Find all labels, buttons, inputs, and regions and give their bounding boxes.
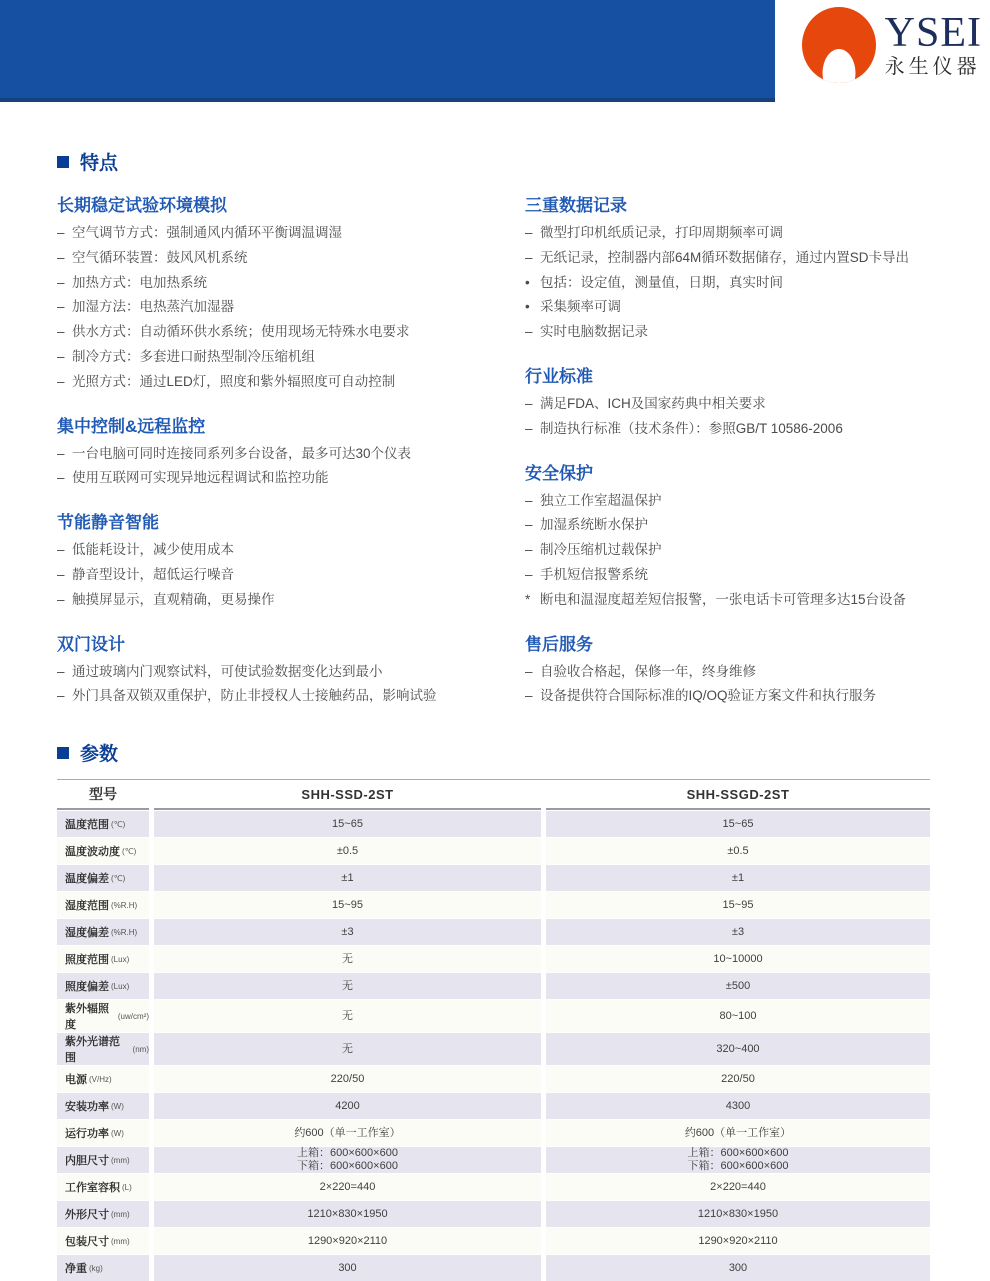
spec-row	[57, 1201, 930, 1227]
spec-label: 湿度偏差	[65, 927, 109, 940]
section-bullet-icon	[57, 156, 69, 168]
item-text: 一台电脑可同时连接同系列多台设备，最多可达30个仪表	[72, 445, 412, 461]
feature-item	[57, 442, 512, 467]
spec-row-label-cell	[57, 1120, 149, 1146]
spec-value-2: ±0.5	[546, 838, 930, 864]
feature-group-title: 售后服务	[525, 634, 593, 654]
item-text: 采集频率可调	[540, 299, 621, 315]
spec-value-2: 80~100	[546, 1000, 930, 1032]
spec-unit: (℃)	[111, 873, 126, 883]
feature-item	[525, 684, 930, 709]
item-text: 制冷方式：多套进口耐热型制冷压缩机组	[72, 348, 315, 364]
item-text: 使用互联网可实现异地远程调试和监控功能	[72, 470, 329, 486]
feature-item	[525, 392, 930, 417]
params-section	[57, 739, 930, 1281]
spec-row	[57, 865, 930, 891]
spec-value-1: 4200	[154, 1093, 541, 1119]
spec-value-2: 1290×920×2110	[546, 1228, 930, 1254]
spec-value-1: ±3	[154, 919, 541, 945]
brand-name-cn: 永生仪器	[884, 56, 981, 78]
item-marker: –	[525, 492, 533, 508]
item-text: 微型打印机纸质记录，打印周期频率可调	[540, 225, 783, 240]
spec-label: 紫外辐照度	[65, 1003, 109, 1032]
spec-row	[57, 1000, 930, 1032]
spec-unit: (mm)	[111, 1155, 130, 1165]
spec-value-2: ±500	[546, 973, 930, 999]
feature-item	[525, 513, 930, 538]
spec-value-2: 300	[546, 1255, 930, 1281]
params-section-title	[57, 739, 930, 766]
item-marker: –	[57, 688, 65, 704]
item-marker: –	[57, 348, 65, 364]
spec-label: 温度范围	[65, 819, 109, 832]
feature-item	[525, 221, 930, 246]
spec-value-1: 220/50	[154, 1066, 541, 1092]
item-marker: –	[57, 274, 65, 290]
spec-row-label-cell	[57, 1147, 149, 1173]
spec-label: 运行功率	[65, 1128, 109, 1141]
spec-value-1: 无	[154, 1033, 541, 1065]
feature-item	[57, 660, 512, 685]
feature-group	[57, 191, 512, 395]
spec-row-label-cell	[57, 1228, 149, 1254]
item-text: 静音型设计，超低运行噪音	[72, 566, 234, 582]
spec-value-2: 2×220=440	[546, 1174, 930, 1200]
item-text: 空气循环装置：鼓风风机系统	[72, 249, 248, 265]
feature-group-title: 节能静音智能	[57, 513, 159, 533]
spec-unit: (kg)	[89, 1263, 103, 1273]
feature-item	[57, 221, 512, 246]
item-text: 设备提供符合国际标准的IQ/OQ验证方案文件和执行服务	[540, 688, 877, 704]
spec-row	[57, 1033, 930, 1065]
feature-item	[57, 320, 512, 345]
spec-unit: (Lux)	[111, 981, 130, 991]
item-marker: –	[57, 663, 65, 679]
item-text: 实时电脑数据记录	[540, 324, 648, 340]
item-marker: –	[525, 688, 533, 704]
feature-group	[525, 362, 930, 442]
spec-label: 湿度范围	[65, 900, 109, 913]
item-text: 触摸屏显示，直观精确，更易操作	[72, 591, 275, 607]
feature-group	[525, 191, 930, 345]
spec-value-2: 4300	[546, 1093, 930, 1119]
feature-group-title: 长期稳定试验环境模拟	[57, 196, 227, 215]
spec-value-2: 1210×830×1950	[546, 1201, 930, 1227]
item-marker: –	[525, 324, 533, 340]
spec-label: 包装尺寸	[65, 1236, 109, 1249]
params-title-text: 参数	[80, 744, 119, 766]
spec-unit: (L)	[122, 1182, 132, 1192]
item-marker: –	[525, 542, 533, 558]
item-text: 低能耗设计，减少使用成本	[72, 542, 234, 558]
logo-text	[885, 11, 982, 79]
spec-unit: (%R.H)	[111, 927, 138, 937]
feature-group-title: 行业标准	[525, 366, 593, 386]
value-line: 下箱：600×600×600	[687, 1160, 789, 1173]
feature-item	[57, 563, 512, 588]
feature-item	[525, 538, 930, 563]
spec-label: 温度偏差	[65, 873, 109, 886]
feature-item	[525, 563, 930, 588]
feature-item	[525, 295, 930, 320]
spec-label: 电源	[65, 1074, 87, 1087]
spec-label: 照度范围	[65, 954, 109, 967]
spec-row	[57, 1066, 930, 1092]
feature-item	[525, 271, 930, 296]
item-marker: –	[57, 591, 65, 607]
spec-unit: (uw/cm²)	[117, 1011, 149, 1021]
spec-value-1: ±0.5	[154, 838, 541, 864]
spec-row	[57, 946, 930, 972]
spec-unit: (%R.H)	[111, 900, 138, 910]
spec-label: 净重	[65, 1263, 87, 1276]
spec-label: 照度偏差	[65, 981, 109, 994]
features-title-text: 特点	[80, 153, 119, 174]
item-marker: –	[525, 566, 533, 582]
section-bullet-icon	[57, 747, 69, 759]
item-marker: –	[57, 542, 65, 558]
spec-value-1	[154, 1147, 541, 1173]
feature-item	[525, 320, 930, 345]
value-line: 下箱：600×600×600	[297, 1160, 398, 1173]
spec-value-1: 1290×920×2110	[154, 1228, 541, 1254]
spec-value-2: ±3	[546, 919, 930, 945]
spec-row-label-cell	[57, 1201, 149, 1227]
item-marker: –	[57, 249, 65, 265]
spec-row-label-cell	[57, 1000, 149, 1032]
item-text: 制冷压缩机过载保护	[540, 542, 662, 558]
spec-label: 工作室容积	[65, 1182, 120, 1195]
spec-value-1: 约600（单一工作室）	[154, 1120, 541, 1146]
spec-unit: (W)	[111, 1101, 124, 1111]
feature-group	[57, 630, 512, 710]
spec-label: 外形尺寸	[65, 1209, 109, 1222]
feature-item	[57, 588, 512, 613]
spec-row	[57, 838, 930, 864]
item-marker: –	[57, 373, 65, 389]
item-text: 满足FDA、ICH及国家药典中相关要求	[540, 395, 766, 411]
item-marker: –	[57, 445, 65, 461]
spec-value-1: 1210×830×1950	[154, 1201, 541, 1227]
spec-row-label-cell	[57, 865, 149, 891]
spec-value-1: 无	[154, 946, 541, 972]
spec-table-body	[57, 811, 930, 1281]
item-marker: –	[57, 470, 65, 486]
item-text: 自验收合格起，保修一年，终身维修	[540, 663, 756, 679]
brand-name: YSEI	[884, 10, 982, 56]
spec-label: 紫外光谱范围	[65, 1036, 120, 1065]
feature-item	[525, 489, 930, 514]
feature-item	[525, 588, 930, 613]
spec-label: 温度波动度	[65, 846, 120, 859]
feature-group	[57, 508, 512, 612]
spec-row	[57, 1120, 930, 1146]
feature-item	[57, 345, 512, 370]
item-marker: –	[57, 324, 65, 340]
item-marker: •	[525, 299, 530, 315]
logo-flame-icon	[802, 7, 876, 83]
item-marker: –	[525, 517, 533, 533]
spec-row-label-cell	[57, 1093, 149, 1119]
item-text: 光照方式：通过LED灯，照度和紫外辐照度可自动控制	[72, 373, 396, 389]
feature-item	[525, 660, 930, 685]
spec-row	[57, 1228, 930, 1254]
feature-item	[57, 684, 512, 709]
feature-group-title: 安全保护	[525, 463, 593, 483]
spec-row-label-cell	[57, 1066, 149, 1092]
header-band	[0, 0, 775, 102]
item-text: 断电和温湿度超差短信报警，一张电话卡可管理多达15台设备	[540, 591, 907, 607]
feature-group-title: 双门设计	[57, 634, 125, 654]
spec-row	[57, 1174, 930, 1200]
item-marker: –	[57, 299, 65, 315]
spec-row-label-cell	[57, 946, 149, 972]
item-text: 手机短信报警系统	[540, 566, 648, 582]
item-marker: *	[525, 591, 531, 607]
item-text: 包括：设定值，测量值，日期，真实时间	[540, 274, 783, 290]
spec-row-label-cell	[57, 1255, 149, 1281]
spec-row-label-cell	[57, 1174, 149, 1200]
spec-value-1: 无	[154, 973, 541, 999]
item-text: 通过玻璃内门观察试料，可使试验数据变化达到最小	[72, 663, 383, 679]
spec-unit: (mm)	[111, 1209, 130, 1219]
spec-row-label-cell	[57, 919, 149, 945]
item-marker: –	[525, 395, 533, 411]
value-line: 上箱：600×600×600	[297, 1147, 398, 1160]
feature-item	[525, 246, 930, 271]
spec-row	[57, 973, 930, 999]
item-text: 供水方式：自动循环供水系统；使用现场无特殊水电要求	[72, 324, 410, 340]
spec-unit: (℃)	[111, 819, 126, 829]
spec-unit: (nm)	[132, 1044, 149, 1054]
item-marker: •	[525, 274, 530, 290]
feature-group	[525, 459, 930, 613]
features-columns	[57, 191, 930, 709]
item-text: 加热方式：电加热系统	[72, 274, 207, 290]
item-marker: –	[525, 420, 533, 436]
spec-value-2	[546, 1147, 930, 1173]
spec-value-1: ±1	[154, 865, 541, 891]
item-text: 空气调节方式：强制通风内循环平衡调温调湿	[72, 225, 342, 240]
value-line: 上箱：600×600×600	[687, 1147, 789, 1160]
features-right-column	[525, 191, 930, 709]
spec-row-label-cell	[57, 892, 149, 918]
feature-group-title: 三重数据记录	[525, 196, 627, 215]
spec-value-1: 2×220=440	[154, 1174, 541, 1200]
spec-unit: (℃)	[122, 846, 137, 856]
spec-header-model-label: 型号	[57, 780, 149, 810]
feature-item	[57, 466, 512, 491]
feature-group-title: 集中控制&远程监控	[57, 416, 206, 436]
spec-value-2: 320~400	[546, 1033, 930, 1065]
spec-unit: (mm)	[111, 1236, 130, 1246]
spec-value-2: 220/50	[546, 1066, 930, 1092]
spec-value-1-lines	[297, 1147, 398, 1173]
spec-row	[57, 1147, 930, 1173]
item-text: 外门具备双锁双重保护，防止非授权人士接触药品，影响试验	[72, 688, 437, 704]
spec-table-header-row	[57, 779, 930, 810]
feature-item	[525, 417, 930, 442]
item-marker: –	[525, 225, 533, 240]
features-section	[57, 148, 930, 709]
spec-header-model-2: SHH-SSGD-2ST	[546, 780, 930, 810]
spec-value-1: 15~65	[154, 811, 541, 837]
spec-row-label-cell	[57, 811, 149, 837]
spec-unit: (W)	[111, 1128, 124, 1138]
spec-row-label-cell	[57, 838, 149, 864]
item-marker: –	[525, 249, 533, 265]
spec-row	[57, 1255, 930, 1281]
item-text: 加湿方法：电热蒸汽加湿器	[72, 299, 234, 315]
feature-item	[57, 538, 512, 563]
item-marker: –	[57, 225, 65, 240]
feature-item	[57, 295, 512, 320]
spec-value-2: 约600（单一工作室）	[546, 1120, 930, 1146]
spec-row	[57, 919, 930, 945]
spec-header-model-1: SHH-SSD-2ST	[154, 780, 541, 810]
spec-value-2: 10~10000	[546, 946, 930, 972]
item-marker: –	[57, 566, 65, 582]
features-left-column	[57, 191, 512, 709]
spec-value-2-lines	[688, 1147, 789, 1173]
feature-item	[57, 370, 512, 395]
item-text: 无纸记录，控制器内部64M循环数据储存，通过内置SD卡导出	[540, 249, 910, 265]
spec-label: 内胆尺寸	[65, 1155, 109, 1168]
page-header	[0, 0, 990, 120]
spec-value-1: 300	[154, 1255, 541, 1281]
spec-value-1: 无	[154, 1000, 541, 1032]
spec-unit: (Lux)	[111, 954, 130, 964]
brand-logo	[802, 7, 982, 83]
spec-table	[57, 779, 930, 1281]
spec-row-label-cell	[57, 1033, 149, 1065]
item-marker: –	[525, 663, 533, 679]
feature-group	[525, 630, 930, 710]
spec-value-2: 15~65	[546, 811, 930, 837]
item-text: 独立工作室超温保护	[540, 492, 662, 508]
spec-row	[57, 892, 930, 918]
item-text: 制造执行标准（技术条件）：参照GB/T 10586-2006	[540, 420, 843, 436]
spec-row	[57, 811, 930, 837]
spec-value-2: ±1	[546, 865, 930, 891]
feature-item	[57, 246, 512, 271]
features-section-title	[57, 148, 930, 175]
spec-label: 安装功率	[65, 1101, 109, 1114]
item-text: 加湿系统断水保护	[540, 517, 648, 533]
spec-value-2: 15~95	[546, 892, 930, 918]
spec-unit: (V/Hz)	[89, 1074, 112, 1084]
spec-value-1: 15~95	[154, 892, 541, 918]
spec-row-label-cell	[57, 973, 149, 999]
feature-group	[57, 412, 512, 492]
spec-row	[57, 1093, 930, 1119]
feature-item	[57, 271, 512, 296]
